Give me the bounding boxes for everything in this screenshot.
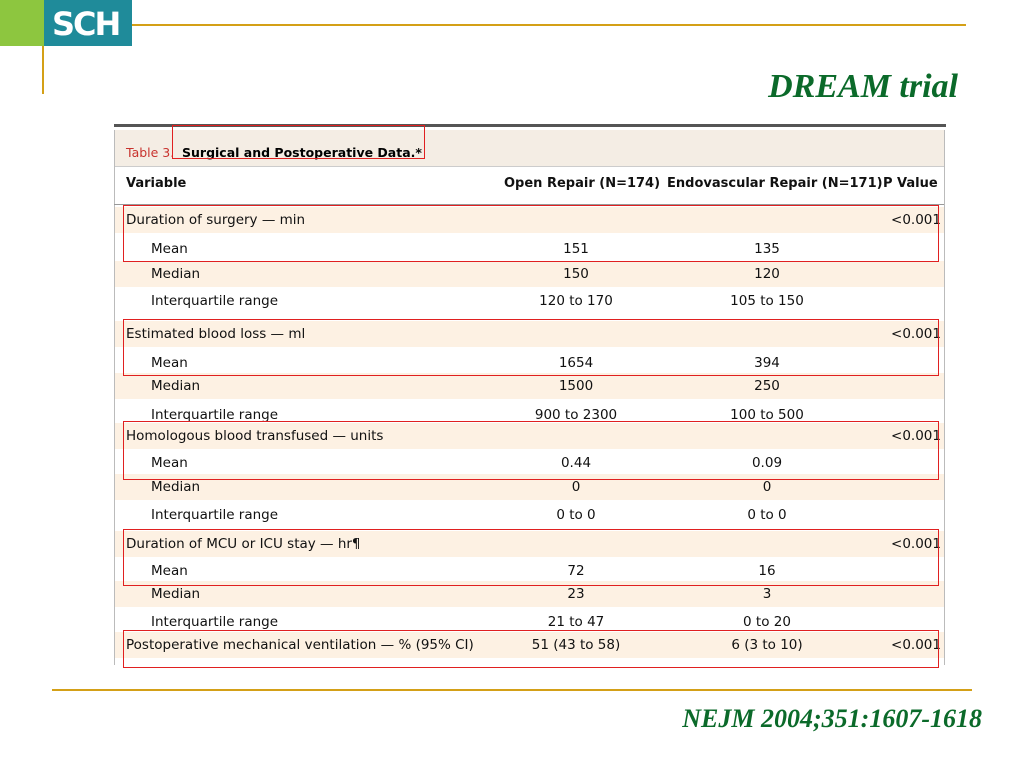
endovascular-repair-value: 0 to 20 bbox=[743, 614, 791, 630]
row-label: Interquartile range bbox=[151, 507, 279, 523]
header-variable: Variable bbox=[126, 176, 187, 191]
row-label: Duration of surgery — min bbox=[126, 212, 306, 228]
open-repair-value: 0 bbox=[571, 479, 581, 495]
row-label: Mean bbox=[151, 563, 188, 579]
row-label: Interquartile range bbox=[151, 407, 279, 423]
open-repair-value: 51 (43 to 58) bbox=[531, 637, 621, 653]
open-repair-value: 0.44 bbox=[560, 455, 592, 471]
highlight-blood-loss bbox=[123, 319, 939, 376]
row-label: Homologous blood transfused — units bbox=[126, 428, 384, 444]
logo-green-block bbox=[0, 0, 44, 46]
table-right-edge bbox=[944, 130, 945, 665]
p-value: <0.001 bbox=[891, 428, 941, 444]
table-row bbox=[115, 373, 944, 399]
open-repair-value: 23 bbox=[567, 586, 585, 602]
table-row bbox=[115, 261, 944, 287]
row-label: Interquartile range bbox=[151, 614, 279, 630]
header-endovascular-repair: Endovascular Repair (N=171) bbox=[667, 176, 883, 191]
open-repair-value: 72 bbox=[567, 563, 585, 579]
citation: NEJM 2004;351:1607-1618 bbox=[682, 704, 982, 733]
logo-divider bbox=[42, 46, 44, 94]
row-label: Mean bbox=[151, 241, 188, 257]
row-label: Median bbox=[151, 586, 201, 602]
endovascular-repair-value: 250 bbox=[754, 378, 780, 394]
open-repair-value: 0 to 0 bbox=[556, 507, 596, 523]
row-label: Interquartile range bbox=[151, 293, 279, 309]
table-row bbox=[115, 288, 944, 314]
slide-title: DREAM trial bbox=[768, 68, 958, 105]
table-caption-title: Surgical and Postoperative Data.* bbox=[182, 145, 422, 160]
header-open-repair: Open Repair (N=174) bbox=[504, 176, 661, 191]
top-rule bbox=[132, 24, 966, 26]
open-repair-value: 900 to 2300 bbox=[534, 407, 618, 423]
open-repair-value: 21 to 47 bbox=[547, 614, 605, 630]
highlight-surgery-duration bbox=[123, 205, 939, 262]
p-value: <0.001 bbox=[891, 326, 941, 342]
row-label: Median bbox=[151, 479, 201, 495]
highlight-blood-transfused bbox=[123, 421, 939, 480]
row-label: Mean bbox=[151, 455, 188, 471]
open-repair-value: 1654 bbox=[558, 355, 594, 371]
row-label: Estimated blood loss — ml bbox=[126, 326, 306, 342]
bottom-rule bbox=[52, 689, 972, 691]
p-value: <0.001 bbox=[891, 637, 941, 653]
open-repair-value: 1500 bbox=[558, 378, 594, 394]
endovascular-repair-value: 0 to 0 bbox=[747, 507, 787, 523]
row-label: Postoperative mechanical ventilation — % (95% CI) bbox=[126, 637, 474, 653]
logo-text: SCH bbox=[52, 5, 120, 43]
row-label: Mean bbox=[151, 355, 188, 371]
endovascular-repair-value: 16 bbox=[758, 563, 776, 579]
row-label: Duration of MCU or ICU stay — hr¶ bbox=[126, 536, 361, 552]
endovascular-repair-value: 6 (3 to 10) bbox=[731, 637, 803, 653]
table-caption-number: Table 3. bbox=[126, 145, 175, 160]
p-value: <0.001 bbox=[891, 536, 941, 552]
highlight-ventilation bbox=[123, 630, 939, 668]
endovascular-repair-value: 100 to 500 bbox=[730, 407, 804, 423]
row-label: Median bbox=[151, 266, 201, 282]
open-repair-value: 151 bbox=[563, 241, 589, 257]
open-repair-value: 150 bbox=[563, 266, 589, 282]
results-table bbox=[114, 124, 946, 667]
highlight-icu-stay bbox=[123, 529, 939, 586]
row-label: Median bbox=[151, 378, 201, 394]
endovascular-repair-value: 135 bbox=[754, 241, 780, 257]
header-p-value: P Value bbox=[883, 176, 938, 191]
open-repair-value: 120 to 170 bbox=[539, 293, 613, 309]
endovascular-repair-value: 120 bbox=[754, 266, 780, 282]
table-row bbox=[115, 502, 944, 528]
highlight-caption bbox=[172, 125, 425, 159]
endovascular-repair-value: 394 bbox=[754, 355, 780, 371]
endovascular-repair-value: 3 bbox=[762, 586, 772, 602]
p-value: <0.001 bbox=[891, 212, 941, 228]
endovascular-repair-value: 0 bbox=[762, 479, 772, 495]
endovascular-repair-value: 105 to 150 bbox=[730, 293, 804, 309]
endovascular-repair-value: 0.09 bbox=[751, 455, 783, 471]
